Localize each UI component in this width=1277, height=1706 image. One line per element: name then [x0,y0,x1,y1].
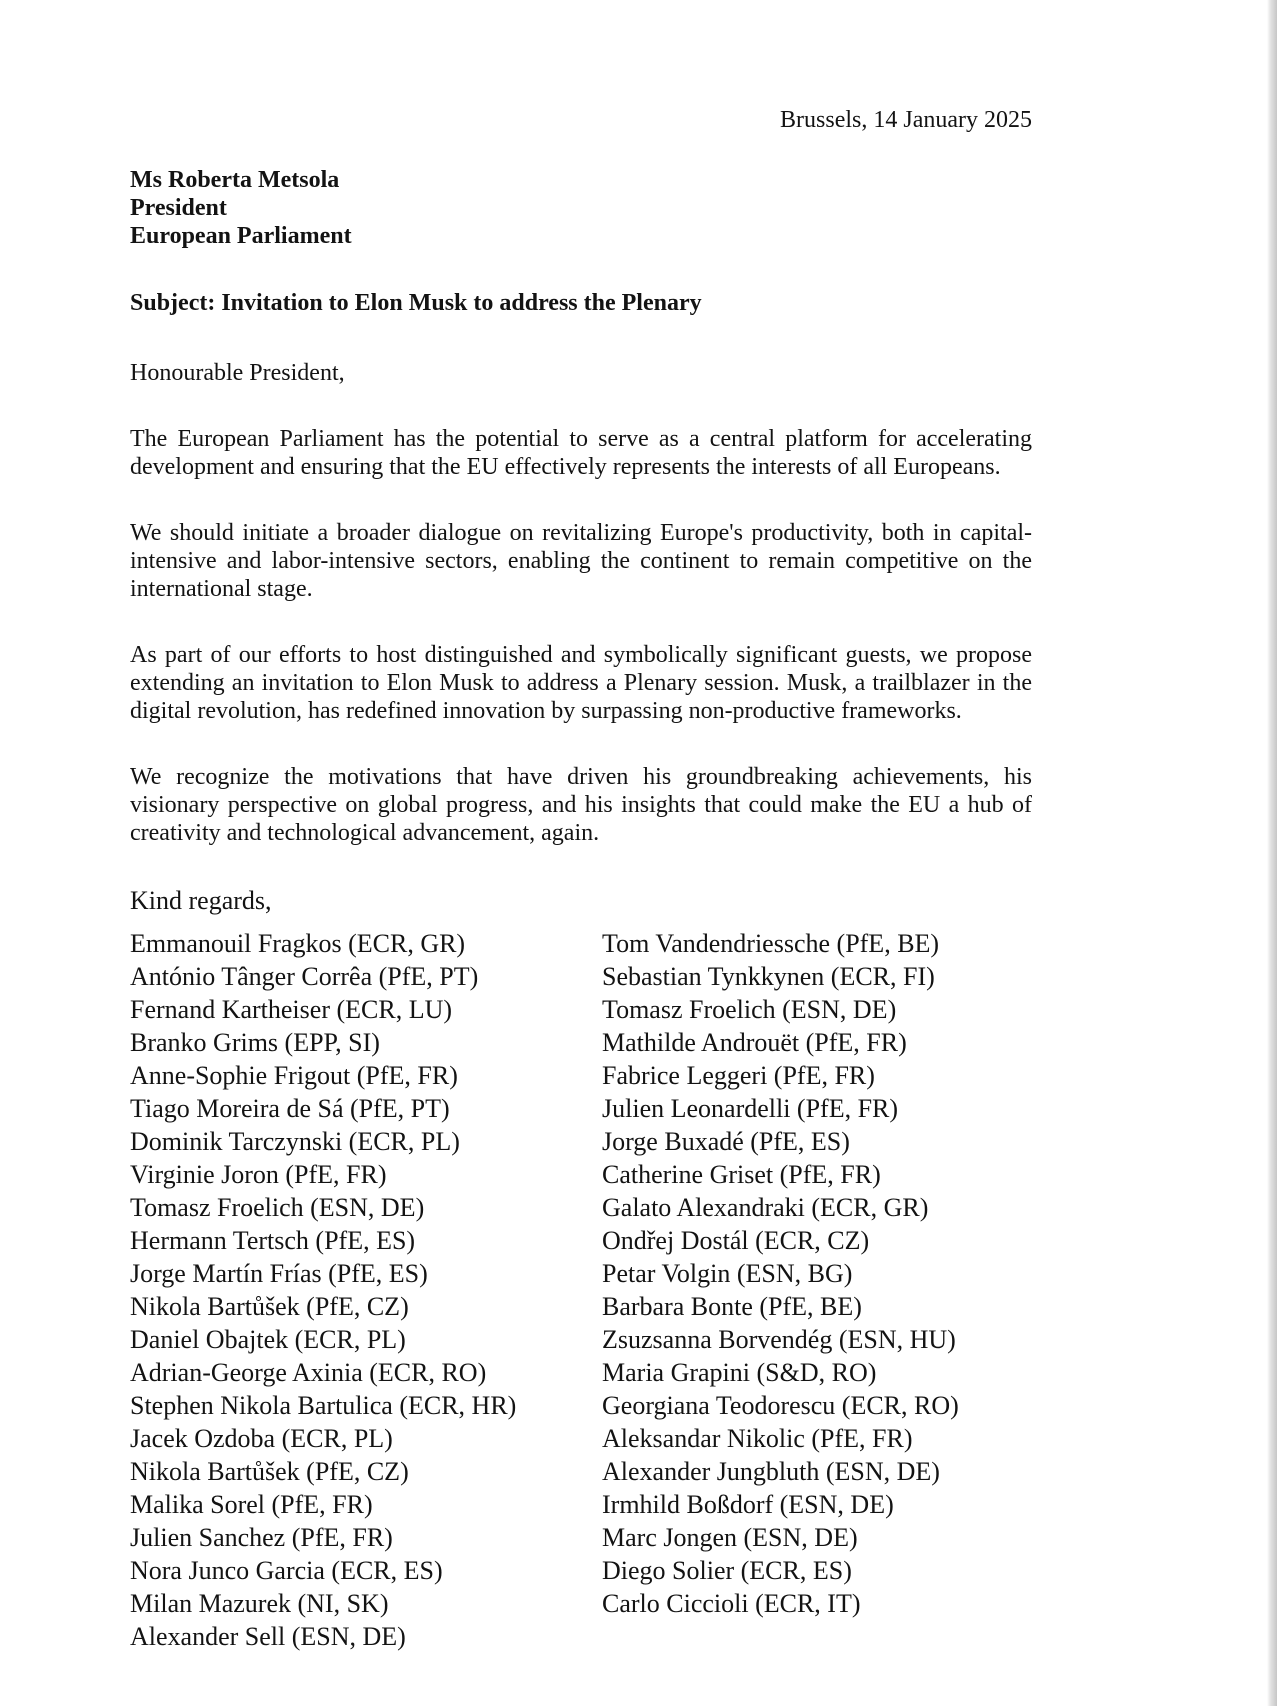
signatory-entry: Nora Junco Garcia (ECR, ES) [130,1556,443,1585]
signatory-entry: Sebastian Tynkkynen (ECR, FI) [602,962,935,991]
signatory-entry: Virginie Joron (PfE, FR) [130,1160,387,1189]
signatory-entry: Milan Mazurek (NI, SK) [130,1589,389,1618]
signatory-entry: Barbara Bonte (PfE, BE) [602,1292,862,1321]
signatory-entry: Julien Sanchez (PfE, FR) [130,1523,393,1552]
signatory-entry: Nikola Bartůšek (PfE, CZ) [130,1457,409,1486]
salutation-line: Honourable President, [130,360,345,386]
signatory-entry: Jorge Buxadé (PfE, ES) [602,1127,850,1156]
signatory-entry: Tom Vandendriessche (PfE, BE) [602,929,940,958]
signatory-entry: Maria Grapini (S&D, RO) [602,1358,877,1387]
signatory-entry: Alexander Sell (ESN, DE) [130,1622,406,1651]
signatory-entry: Fabrice Leggeri (PfE, FR) [602,1061,875,1090]
signatory-entry: Julien Leonardelli (PfE, FR) [602,1094,899,1123]
signatory-entry: Diego Solier (ECR, ES) [602,1556,852,1585]
recipient-title: President [130,195,227,221]
signatory-entry: Fernand Kartheiser (ECR, LU) [130,995,453,1024]
signatory-entry: Irmhild Boßdorf (ESN, DE) [602,1490,894,1519]
recipient-block [130,166,1032,250]
signatory-entry: Jacek Ozdoba (ECR, PL) [130,1424,393,1453]
page-right-edge-shadow [1267,0,1277,1706]
signatory-entry: Georgiana Teodorescu (ECR, RO) [602,1391,959,1420]
signatory-entry: Catherine Griset (PfE, FR) [602,1160,881,1189]
signatory-entry: António Tânger Corrêa (PfE, PT) [130,962,479,991]
signatories-left-column [130,927,602,1653]
signatory-entry: Jorge Martín Frías (PfE, ES) [130,1259,428,1288]
date-line: Brussels, 14 January 2025 [780,107,1032,133]
signatory-entry: Anne-Sophie Frigout (PfE, FR) [130,1061,458,1090]
signatory-entry: Tomasz Froelich (ESN, DE) [602,995,897,1024]
signatory-entry: Emmanouil Fragkos (ECR, GR) [130,929,466,958]
signatory-entry: Galato Alexandraki (ECR, GR) [602,1193,929,1222]
body-paragraph: As part of our efforts to host distinguished and symbolically significant guests, we propose extending an invitation to Elon Musk to address a Plenary session. Musk, a trailblazer in the digital revolution, has redefined innovation by surpassing non-productive frameworks. [130,642,1032,724]
signatory-entry: Nikola Bartůšek (PfE, CZ) [130,1292,409,1321]
signatory-entry: Malika Sorel (PfE, FR) [130,1490,373,1519]
signatories-right-column [602,927,1032,1620]
body-paragraphs [130,425,1032,847]
body-paragraph: We recognize the motivations that have driven his groundbreaking achievements, his visionary perspective on global progress, and his insights that could make the EU a hub of creativity and technological advancement, again. [130,764,1032,846]
signatory-entry: Adrian-George Axinia (ECR, RO) [130,1358,487,1387]
signatories-list [130,927,1032,1653]
signatory-entry: Ondřej Dostál (ECR, CZ) [602,1226,870,1255]
signatory-entry: Marc Jongen (ESN, DE) [602,1523,858,1552]
signatory-entry: Aleksandar Nikolic (PfE, FR) [602,1424,913,1453]
signatory-entry: Dominik Tarczynski (ECR, PL) [130,1127,460,1156]
signatory-entry: Mathilde Androuët (PfE, FR) [602,1028,907,1057]
letter-content [130,106,1032,1653]
signatory-entry: Daniel Obajtek (ECR, PL) [130,1325,406,1354]
subject-line: Subject: Invitation to Elon Musk to address the Plenary [130,290,702,316]
signatory-entry: Tomasz Froelich (ESN, DE) [130,1193,425,1222]
signatory-entry: Alexander Jungbluth (ESN, DE) [602,1457,940,1486]
body-paragraph: We should initiate a broader dialogue on revitalizing Europe's productivity, both in capital-intensive and labor-intensive sectors, enabling the continent to remain competitive on the international stage. [130,520,1032,602]
recipient-name: Ms Roberta Metsola [130,167,340,193]
body-paragraph: The European Parliament has the potential to serve as a central platform for accelerating development and ensuring that the EU effectively represents the interests of all Europeans. [130,426,1032,480]
recipient-institution: European Parliament [130,223,352,249]
signatory-entry: Petar Volgin (ESN, BG) [602,1259,853,1288]
signatory-entry: Zsuzsanna Borvendég (ESN, HU) [602,1325,956,1354]
signatory-entry: Hermann Tertsch (PfE, ES) [130,1226,416,1255]
signatory-entry: Stephen Nikola Bartulica (ECR, HR) [130,1391,517,1420]
closing-line: Kind regards, [130,886,272,915]
signatory-entry: Tiago Moreira de Sá (PfE, PT) [130,1094,450,1123]
signatory-entry: Branko Grims (EPP, SI) [130,1028,380,1057]
signatory-entry: Carlo Ciccioli (ECR, IT) [602,1589,861,1618]
